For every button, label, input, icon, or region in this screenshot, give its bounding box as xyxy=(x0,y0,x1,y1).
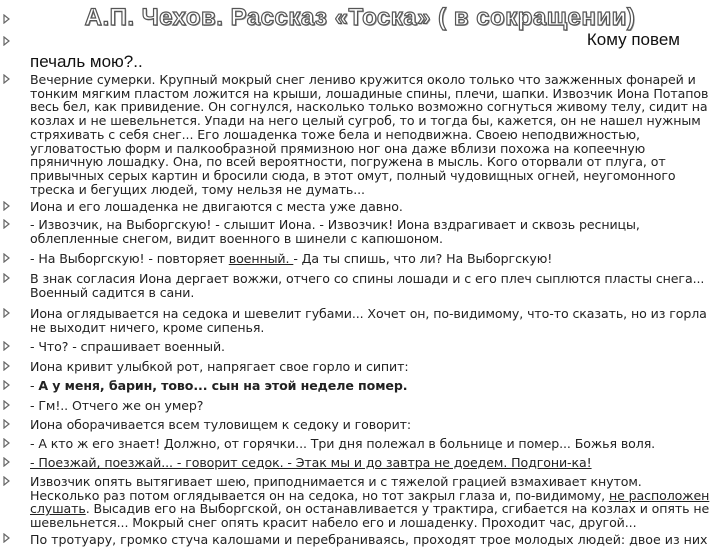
bullet-icon xyxy=(3,253,13,265)
bullet-icon xyxy=(3,74,13,86)
bullet-icon xyxy=(3,308,13,320)
bullet-icon xyxy=(3,341,13,353)
paragraph: - Извозчик, на Выборгскую! - слышит Иона. - Извозчик! Иона вздрагивает и сквозь ресницы, облепленные снегом, видит военного в шинели с капюшоном. xyxy=(30,217,640,246)
bullet-icon xyxy=(3,380,13,392)
paragraph: Иона оглядывается на седока и шевелит губами... Хочет он, по-видимому, что-то сказать, но из горла не выходит ничего, кроме сипенья. xyxy=(30,306,707,335)
underlined-text: военный. xyxy=(228,251,294,266)
bullet-icon xyxy=(3,361,13,373)
bullet-icon xyxy=(3,533,13,545)
bullet-icon xyxy=(3,438,13,450)
bullet-icon xyxy=(3,476,13,488)
bullet-icon xyxy=(3,36,13,48)
bullet-icon xyxy=(3,419,13,431)
text-run: - xyxy=(30,378,39,393)
paragraph: Иона кривит улыбкой рот, напрягает свое горло и сипит: xyxy=(30,359,409,374)
paragraph: - Что? - спрашивает военный. xyxy=(30,339,225,354)
paragraph: - Гм!.. Отчего же он умер? xyxy=(30,398,204,413)
text-run: Извозчик опять вытягивает шею, приподнимается и с тяжелой грацией взмахивает кнутом. Несколько раз потом оглядывается он на седока, но тот закрыл глаза и, по-видимому, xyxy=(30,474,642,503)
epigraph-left: печаль мою?.. xyxy=(30,52,143,71)
underlined-text: не расположен слушать xyxy=(30,487,710,517)
paragraph: Вечерние сумерки. Крупный мокрый снег лениво кружится около только что зажженных фонарей и тонким мягким пластом ложится на крыши, лошадиные спины, плечи, шапки. Извозчик Иона Потапов весь бел, как привидение. Он согнулся, насколько только возможно согнуться живому телу, сидит на козлах и не шевельнется. Упади на него целый сугроб, то и тогда бы, кажется, он не нашел нужным стряхивать с себя снег... Его лошаденка тоже бела и неподвижна. Своею неподвижностью, угловатостью форм и палкообразной прямизною ног она даже вблизи похожа на копеечную пряничную лошадку. Она, по всей вероятности, погружена в мысль. Кого оторвали от плуга, от привычных серых картин и бросили сюда, в этот омут, полный чудовищных огней, неугомонного треска и бегущих людей, тому нельзя не думать... xyxy=(30,72,709,197)
paragraph: Иона и его лошаденка не двигаются с места уже давно. xyxy=(30,199,403,214)
slide-title: А.П. Чехов. Рассказ «Тоска» ( в сокращении) xyxy=(84,4,636,31)
bullet-icon xyxy=(3,201,13,213)
bullet-icon xyxy=(3,219,13,231)
paragraph xyxy=(30,475,714,530)
text-run: - На Выборгскую! - повторяет xyxy=(30,251,229,266)
bullet-icon xyxy=(3,400,13,412)
text-run: - Да ты спишь, что ли? На Выборгскую! xyxy=(293,251,553,266)
bullet-icon xyxy=(3,273,13,285)
bullet-icon xyxy=(3,457,13,469)
bullet-icon xyxy=(3,14,13,26)
paragraph-cut-off: По тротуару, громко стуча калошами и перебраниваясь, проходят трое молодых людей: двое из них xyxy=(30,532,708,547)
paragraph: В знак согласия Иона дергает вожжи, отчего со спины лошади и с его плеч сыплются пласты снега... Военный садится в сани. xyxy=(30,271,705,300)
paragraph xyxy=(30,379,714,393)
epigraph-right: Кому повем xyxy=(586,30,680,49)
paragraph: - А кто ж его знает! Должно, от горячки... Три дня полежал в больнице и помер... Божья воля. xyxy=(30,436,656,451)
bold-text: А у меня, барин, тово... сын на этой неделе помер. xyxy=(38,378,408,393)
paragraph: - Поезжай, поезжай... - говорит седок. - Этак мы и до завтра не доедем. Подгони-ка! xyxy=(30,455,592,470)
paragraph xyxy=(30,252,714,266)
paragraph: Иона оборачивается всем туловищем к седоку и говорит: xyxy=(30,417,412,432)
text-run: . Высадив его на Выборгской, он останавливается у трактира, сгибается на козлах и опять не шевельнется... Мокрый снег опять красит набело его и лошаденку. Проходит час, другой... xyxy=(30,501,710,531)
